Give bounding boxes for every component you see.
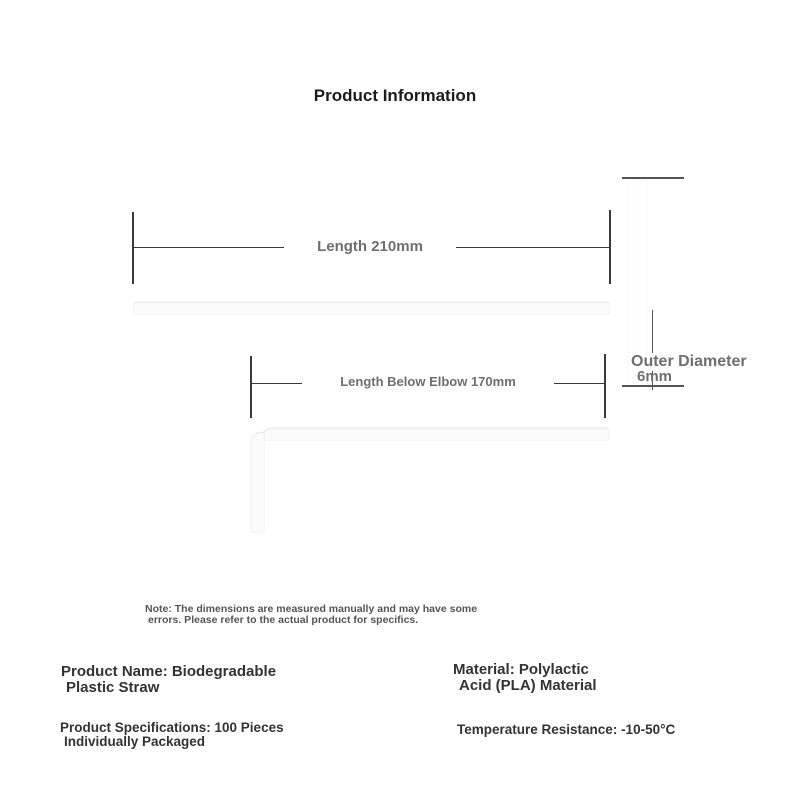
elbow-line-right bbox=[554, 383, 604, 384]
note-line-2: errors. Please refer to the actual product for specifics. bbox=[148, 614, 419, 626]
bent-straw-vertical bbox=[251, 432, 264, 532]
diameter-top-tick bbox=[622, 177, 684, 179]
diameter-label-line2: 6mm bbox=[637, 368, 673, 385]
page-title: Product Information bbox=[313, 86, 477, 105]
diameter-label-line1: Outer Diameter bbox=[631, 353, 747, 370]
material bbox=[453, 662, 753, 694]
product-specifications bbox=[60, 721, 390, 749]
length-line-right bbox=[456, 247, 609, 248]
material-line-2: Acid (PLA) Material bbox=[459, 677, 597, 694]
product-name-line-1: Product Name: Biodegradable bbox=[61, 663, 277, 680]
temperature-resistance: Temperature Resistance: -10-50°C bbox=[457, 722, 676, 737]
material-line-1: Material: Polylactic bbox=[453, 661, 589, 678]
diameter-bottom-tick bbox=[622, 385, 684, 387]
length-left-tick bbox=[132, 212, 134, 284]
elbow-length-label: Length Below Elbow 170mm bbox=[340, 374, 516, 389]
bent-straw-horizontal bbox=[262, 428, 609, 440]
specifications-line-1: Product Specifications: 100 Pieces bbox=[60, 720, 284, 735]
length-label: Length 210mm bbox=[317, 238, 423, 255]
elbow-line-left bbox=[252, 383, 302, 384]
note-line-1: Note: The dimensions are measured manually and may have some bbox=[145, 603, 478, 615]
length-right-tick bbox=[609, 210, 611, 284]
specifications-line-2: Individually Packaged bbox=[64, 734, 206, 749]
product-name bbox=[61, 664, 381, 696]
straight-straw bbox=[134, 302, 609, 314]
elbow-right-tick bbox=[604, 354, 606, 418]
measurement-note bbox=[145, 604, 665, 626]
length-line-left bbox=[134, 247, 284, 248]
product-name-line-2: Plastic Straw bbox=[66, 679, 160, 696]
elbow-left-tick bbox=[250, 356, 252, 418]
